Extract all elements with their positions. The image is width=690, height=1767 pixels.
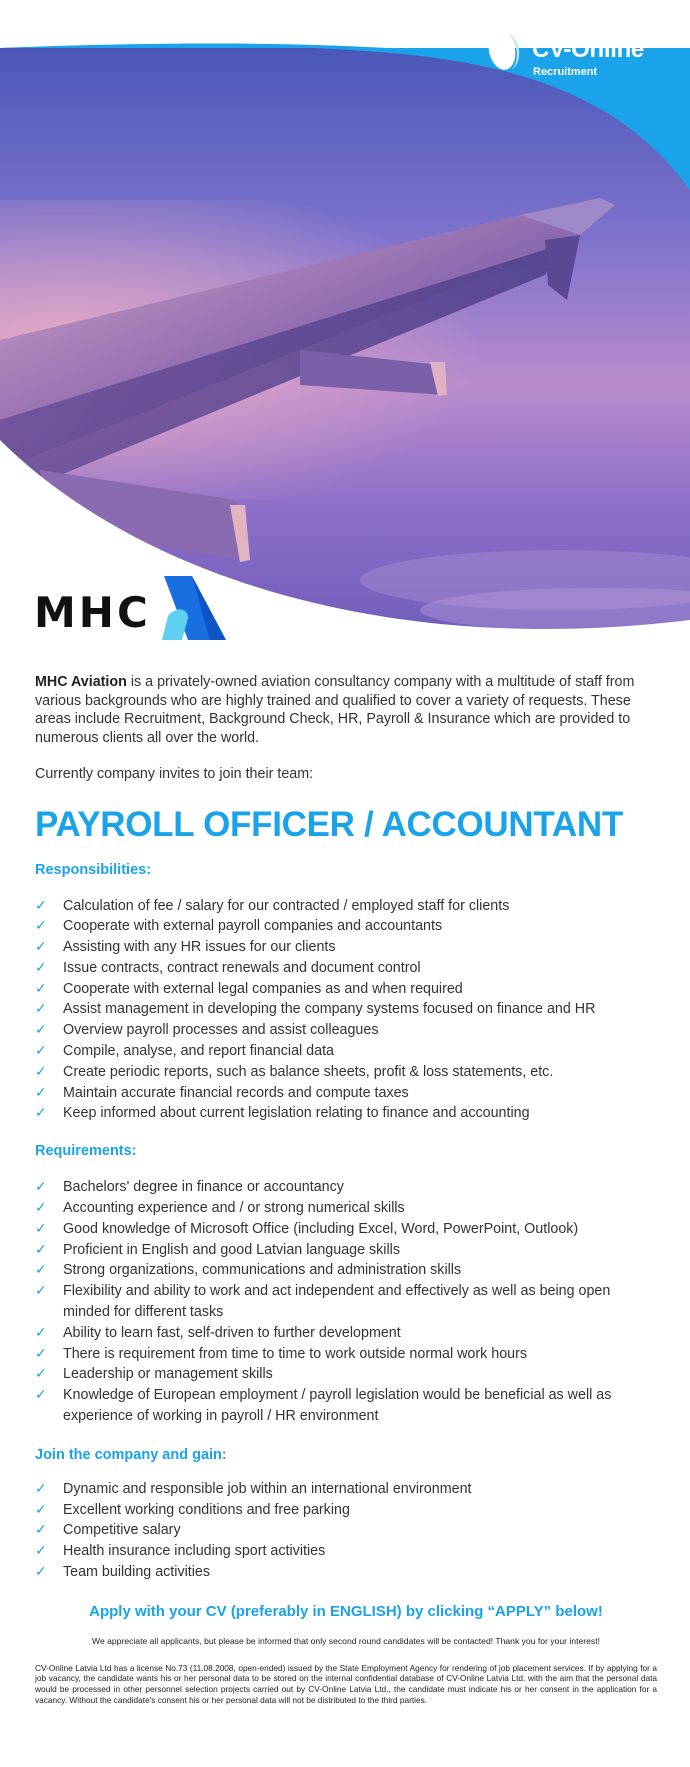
checkmark-icon: ✓ [35,1001,47,1018]
list-item-text: Calculation of fee / salary for our contracted / employed staff for clients [63,897,510,914]
list-item [35,1177,657,1198]
checkmark-icon: ✓ [35,1480,47,1497]
list-item [35,958,657,979]
checkmark-icon: ✓ [35,980,47,997]
list-item [35,999,657,1020]
list-item [35,1041,657,1062]
checkmark-icon: ✓ [35,1200,47,1217]
list-item-text: Keep informed about current legislation relating to finance and accounting [63,1105,530,1122]
checkmark-icon: ✓ [35,1220,47,1237]
list-item [35,1219,657,1240]
list-item-text: Strong organizations, communications and administration skills [63,1262,462,1279]
cv-online-logo [486,24,676,84]
checkmark-icon: ✓ [35,1564,47,1581]
list-item-text: Issue contracts, contract renewals and document control [63,959,421,976]
list-item-text: Knowledge of European employment / payroll legislation would be beneficial as well as experience of working in payroll / HR environment [63,1387,612,1425]
list-item-text: Competitive salary [63,1522,181,1539]
list-item [35,1240,657,1261]
list-item [35,1260,657,1281]
list-item [35,1103,657,1124]
list-item-text: Dynamic and responsible job within an international environment [63,1480,472,1497]
list-item [35,1062,657,1083]
list-item-text: Create periodic reports, such as balance sheets, profit & loss statements, etc. [63,1063,554,1080]
checkmark-icon: ✓ [35,1262,47,1279]
list-item-text: Accounting experience and / or strong numerical skills [63,1200,405,1217]
list-item-text: Excellent working conditions and free parking [63,1501,350,1518]
list-item-text: Leadership or management skills [63,1366,273,1383]
list-item-text: Cooperate with external payroll companies and accountants [63,918,443,935]
checkmark-icon: ✓ [35,897,47,914]
list-item [35,1541,657,1562]
list-item [35,916,657,937]
list-item [35,1500,657,1521]
apply-instruction: Apply with your CV (preferably in ENGLISH) by clicking “APPLY” below! [89,1602,603,1620]
list-item [35,937,657,958]
requirements-title: Requirements: [35,1143,137,1160]
list-item-text: Overview payroll processes and assist colleagues [63,1022,379,1039]
mhc-logo [34,576,234,650]
brand-name: CV-Online [532,36,644,63]
list-item-text: Maintain accurate financial records and compute taxes [63,1084,409,1101]
cv-online-mark-icon [486,26,528,72]
list-item-text: Assist management in developing the company systems focused on finance and HR [63,1001,596,1018]
responsibilities-title: Responsibilities: [35,861,152,878]
responsibilities-list [35,896,657,1125]
list-item [35,1520,657,1541]
list-item-text: There is requirement from time to time to work outside normal work hours [63,1345,528,1362]
checkmark-icon: ✓ [35,1105,47,1122]
checkmark-icon: ✓ [35,1522,47,1539]
list-item [35,1562,657,1583]
company-description [35,673,657,747]
mhc-wing-icon [158,576,226,648]
list-item-text: Flexibility and ability to work and act independent and effectively as well as being open minded for different tasks [63,1283,611,1321]
airplane-wing-photo [0,0,690,660]
list-item-text: Bachelors' degree in finance or accountancy [63,1179,344,1196]
company-name: MHC Aviation [35,674,127,690]
brand-subtitle: Recruitment [533,66,598,78]
list-item-text: Team building activities [63,1564,211,1581]
applicant-note: We appreciate all applicants, but please be informed that only second round candidates will be contacted! Thank you for your interest! [92,1635,600,1646]
job-title: PAYROLL OFFICER / ACCOUNTANT [35,804,623,844]
mhc-logo-text: MHC [34,588,151,637]
list-item [35,1323,657,1344]
checkmark-icon: ✓ [35,1366,47,1383]
company-description-text: is a privately-owned aviation consultancy company with a multitude of staff from various backgrounds who are highly trained and qualified to cover a variety of requests. These areas include Recruitment, Background Check, HR, Payroll & Insurance which are provided to numerous clients all over the world. [35,674,635,746]
list-item [35,1344,657,1365]
list-item [35,1198,657,1219]
list-item-text: Proficient in English and good Latvian language skills [63,1241,400,1258]
list-item-text: Health insurance including sport activities [63,1543,326,1560]
checkmark-icon: ✓ [35,1043,47,1060]
checkmark-icon: ✓ [35,1179,47,1196]
list-item [35,896,657,917]
checkmark-icon: ✓ [35,1501,47,1518]
checkmark-icon: ✓ [35,1241,47,1258]
hero-banner [0,0,690,660]
list-item-text: Compile, analyse, and report financial data [63,1043,335,1060]
checkmark-icon: ✓ [35,1387,47,1404]
list-item [35,1364,657,1385]
checkmark-icon: ✓ [35,1022,47,1039]
list-item [35,1479,657,1500]
checkmark-icon: ✓ [35,1084,47,1101]
checkmark-icon: ✓ [35,918,47,935]
list-item [35,1020,657,1041]
list-item-text: Cooperate with external legal companies as and when required [63,980,463,997]
checkmark-icon: ✓ [35,1543,47,1560]
checkmark-icon: ✓ [35,959,47,976]
list-item [35,1281,657,1323]
checkmark-icon: ✓ [35,1063,47,1080]
checkmark-icon: ✓ [35,1283,47,1300]
license-text: CV-Online Latvia Ltd has a license No.73 (11.08.2008, open-ended) issued by the State Employment Agency for rendering of job placement services. If by applying for a job vacancy, the candidate wants his or her personal data to be stored on the internal confidential database of CV-Online Latvia Ltd. with the aim that the personal data would be processed in other personnel selection projects carried out by CV-Online Latvia Ltd., the candidate must indicate his or her consent in the application for a vacancy. Without the candidate's consent his or her personal data will not be distributed to the third parties. [35,1662,657,1705]
list-item [35,1083,657,1104]
list-item [35,1385,657,1427]
list-item-text: Good knowledge of Microsoft Office (including Excel, Word, PowerPoint, Outlook) [63,1220,579,1237]
job-posting [35,673,657,1705]
list-item-text: Assisting with any HR issues for our clients [63,939,336,956]
checkmark-icon: ✓ [35,939,47,956]
benefits-list [35,1479,657,1583]
checkmark-icon: ✓ [35,1324,47,1341]
list-item [35,979,657,1000]
requirements-list [35,1177,657,1427]
benefits-title: Join the company and gain: [35,1446,227,1463]
invite-text: Currently company invites to join their team: [35,766,314,782]
list-item-text: Ability to learn fast, self-driven to further development [63,1324,401,1341]
checkmark-icon: ✓ [35,1345,47,1362]
